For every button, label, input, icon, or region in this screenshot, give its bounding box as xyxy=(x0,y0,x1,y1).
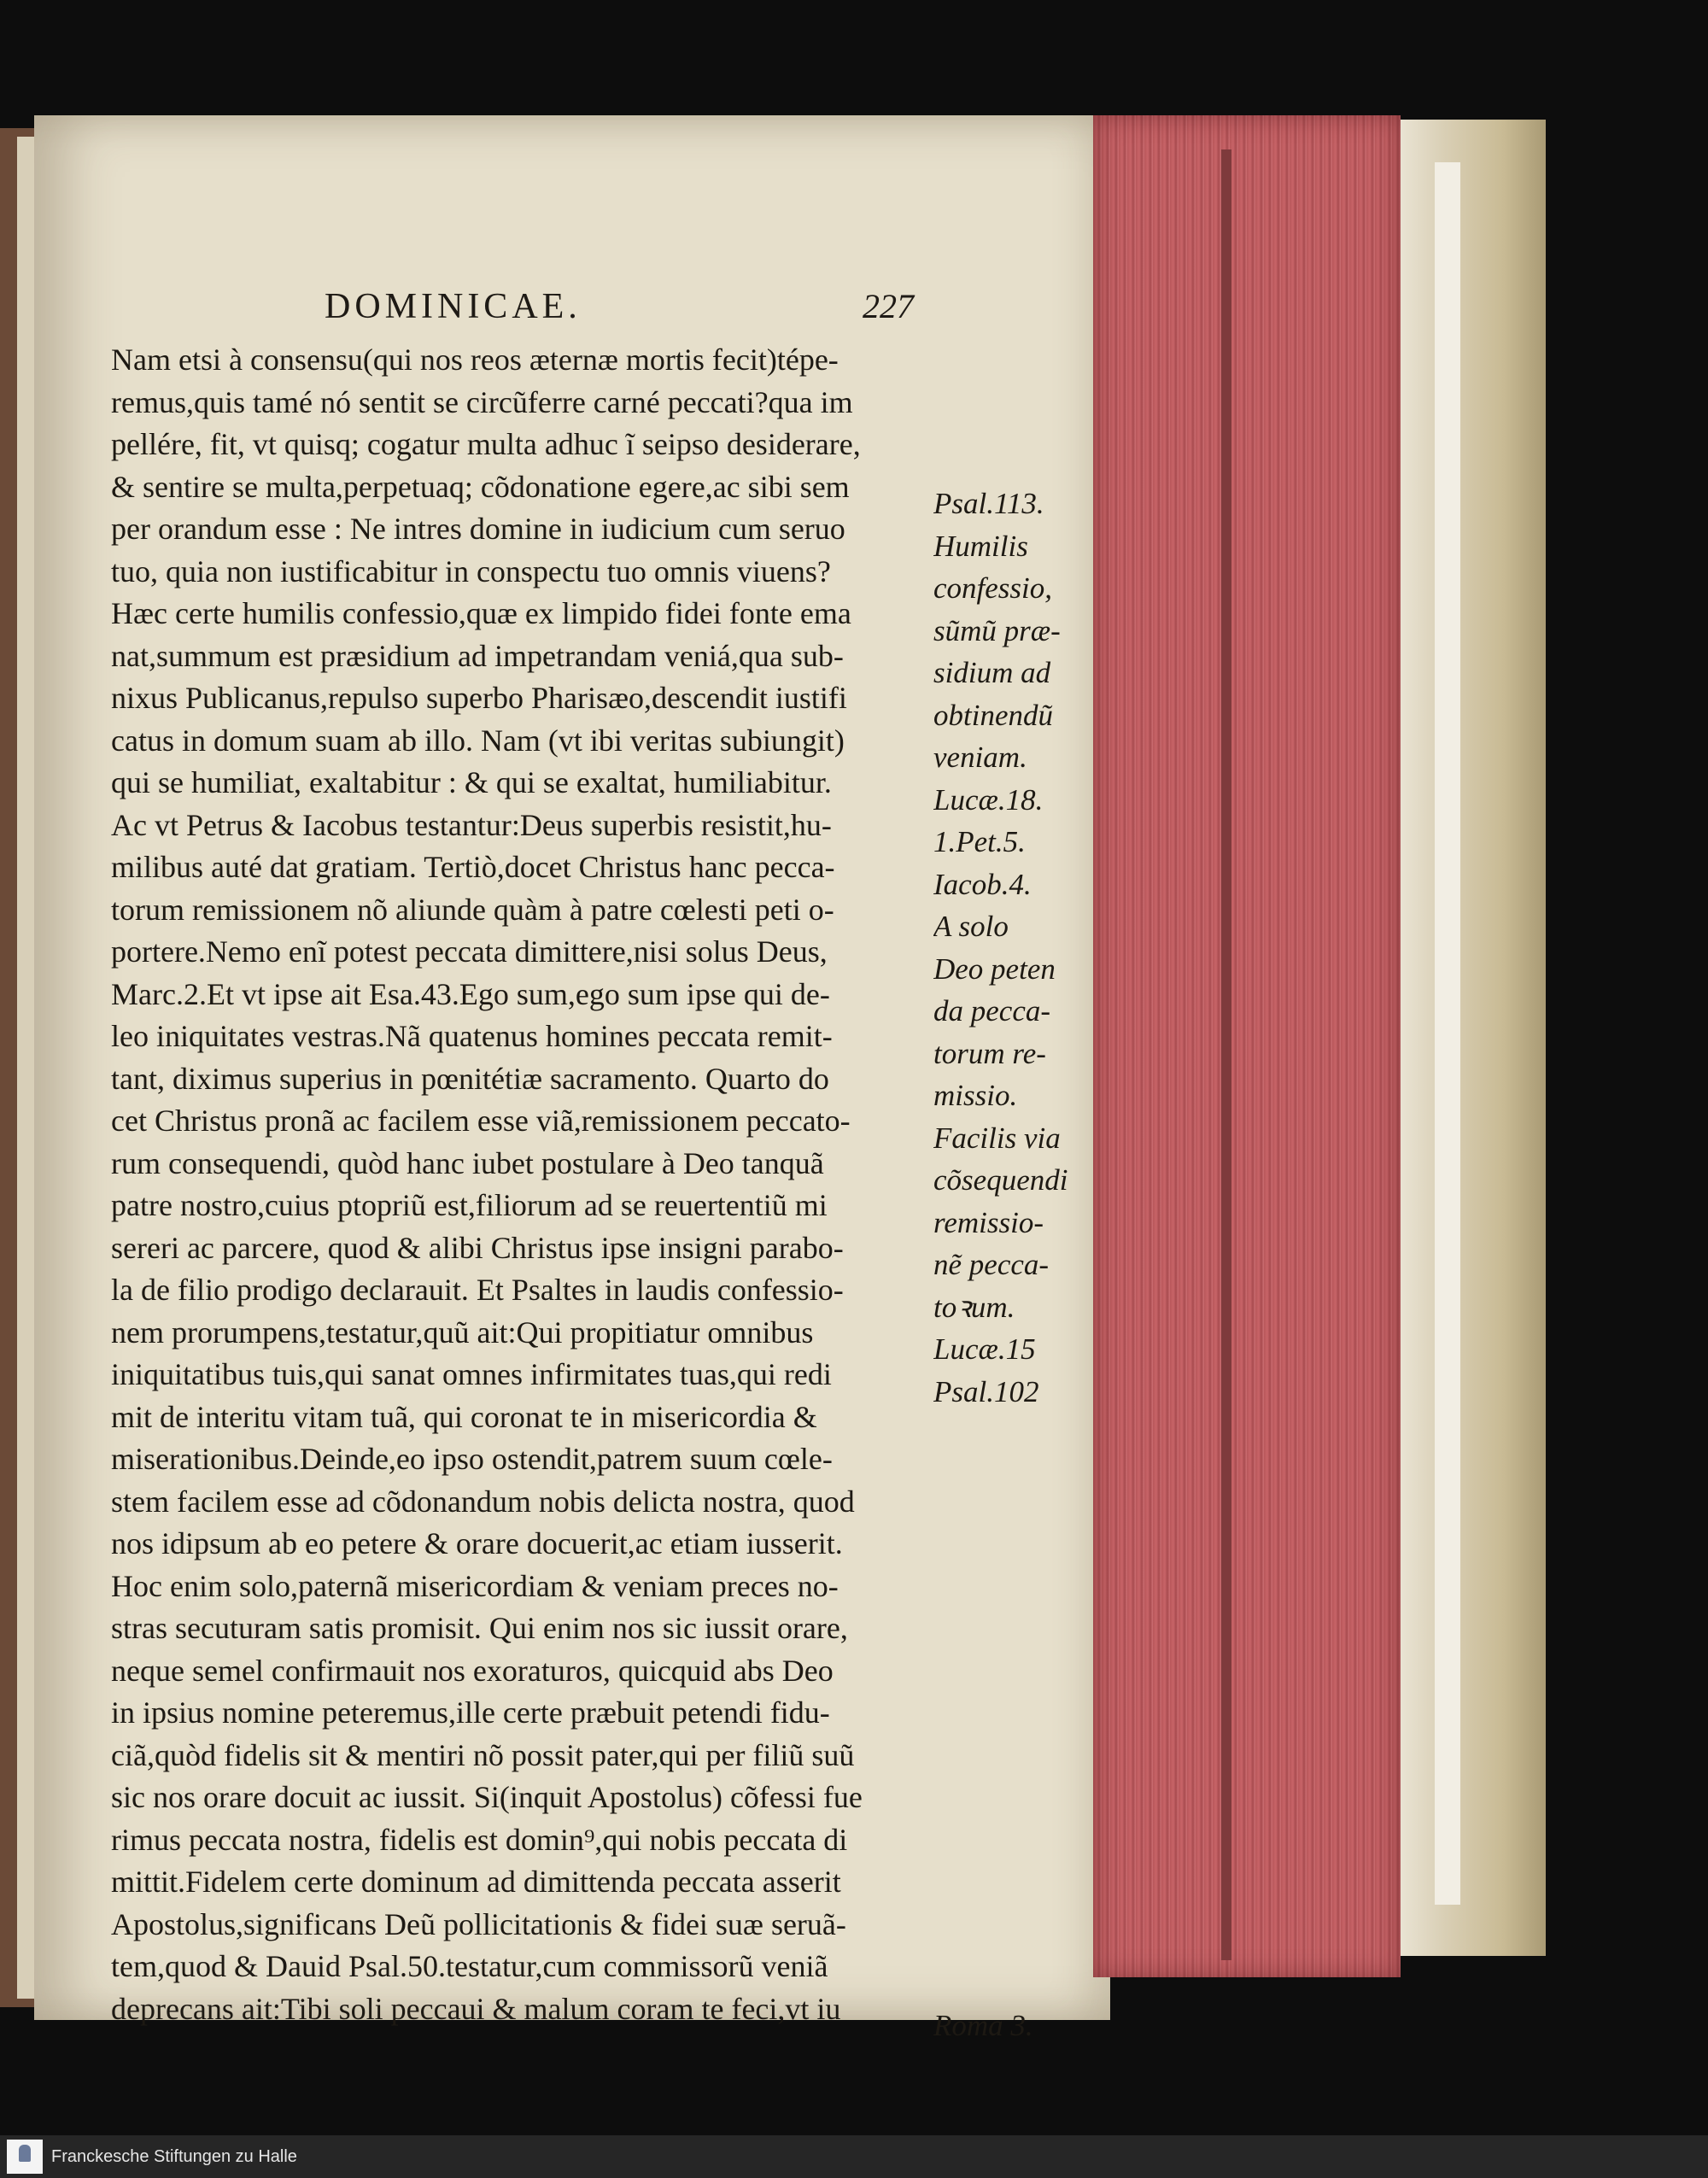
text-line: Marc.2.Et vt ipse ait Esa.43.Ego sum,ego sum ipse qui de- xyxy=(111,976,830,1011)
text-line: deprecans ait:Tibi soli peccaui & malum coram te feci,vt iu xyxy=(111,1991,841,2026)
library-name: Franckesche Stiftungen zu Halle xyxy=(51,2147,297,2166)
book-page xyxy=(34,115,1110,2042)
margin-note xyxy=(933,1794,1087,1836)
margin-note xyxy=(933,1413,1087,1455)
text-line: ciã,quòd fidelis sit & mentiri nõ possit pater,qui per filiũ suũ xyxy=(111,1737,855,1772)
page-number: 227 xyxy=(863,287,914,325)
margin-note: confessio, xyxy=(933,571,1053,605)
margin-note xyxy=(933,1751,1087,1794)
margin-note: veniam. xyxy=(933,741,1027,774)
margin-notes xyxy=(933,483,1087,2047)
text-line: stras secuturam satis promisit. Qui enim nos sic iussit orare, xyxy=(111,1611,848,1645)
margin-note xyxy=(933,1878,1087,1921)
text-line: Nam etsi à consensu(qui nos reos æternæ mortis fecit)tépe- xyxy=(111,343,839,377)
margin-note: Psal.102 xyxy=(933,1374,1039,1408)
margin-note: Lucæ.15 xyxy=(933,1332,1036,1366)
library-logo-icon xyxy=(7,2140,43,2174)
margin-note xyxy=(933,1582,1087,1625)
text-line: torum remissionem nõ aliunde quàm à patre cœlesti peti o- xyxy=(111,892,834,927)
margin-note: da pecca- xyxy=(933,994,1051,1028)
text-line: patre nostro,cuius ptopriũ est,filiorum ad se reuertentiũ mi xyxy=(111,1188,828,1222)
text-line: sereri ac parcere, quod & alibi Christus ipse insigni parabo- xyxy=(111,1230,844,1265)
page-block-gap xyxy=(1221,149,1231,1960)
text-line: nos idipsum ab eo petere & orare docuerit,ac etiam iusserit. xyxy=(111,1526,843,1560)
margin-note xyxy=(933,1920,1087,1963)
margin-note: toꝛum. xyxy=(933,1290,1015,1324)
text-line: per orandum esse : Ne intres domine in iudicium cum seruo xyxy=(111,512,845,546)
margin-note xyxy=(933,1497,1087,1540)
margin-note: Lucæ.18. xyxy=(933,782,1044,817)
text-line: iniquitatibus tuis,qui sanat omnes infirmitates tuas,qui redi xyxy=(111,1357,832,1391)
text-line: nixus Publicanus,repulso superbo Pharisæo,descendit iustifi xyxy=(111,681,847,715)
margin-note: 1.Pet.5. xyxy=(933,825,1026,858)
margin-note xyxy=(933,1709,1087,1752)
margin-note: Facilis via xyxy=(933,1121,1061,1155)
text-line: pellére, fit, vt quisq; cogatur multa adhuc ĩ seipso desiderare, xyxy=(111,427,861,461)
text-line: mittit.Fidelem certe dominum ad dimittenda peccata asserit xyxy=(111,1865,841,1899)
margin-note xyxy=(933,1666,1087,1709)
text-line: Hoc enim solo,paternã misericordiam & veniam preces no- xyxy=(111,1568,839,1603)
text-line: rum consequendi, quòd hanc iubet postulare à Deo tanquã xyxy=(111,1145,824,1180)
text-line: in ipsius nomine peteremus,ille certe præbuit petendi fidu- xyxy=(111,1695,830,1730)
text-line: leo iniquitates vestras.Nã quatenus homines peccata remit- xyxy=(111,1019,833,1053)
margin-note: remissio- xyxy=(933,1205,1044,1239)
text-line: stem facilem esse ad cõdonandum nobis delicta nostra, quod xyxy=(111,1484,855,1519)
page-header xyxy=(325,286,939,337)
text-line: cet Christus pronã ac facilem esse viã,remissionem peccato- xyxy=(111,1104,851,1138)
text-line: tem,quod & Dauid Psal.50.testatur,cum commissorũ veniã xyxy=(111,1949,828,1983)
text-line: portere.Nemo enĩ potest peccata dimittere,nisi solus Deus, xyxy=(111,934,828,969)
text-line: tuo, quia non iustificabitur in conspectu tuo omnis viuens? xyxy=(111,553,831,588)
margin-note xyxy=(933,1625,1087,1667)
margin-note: Humilis xyxy=(933,529,1028,563)
text-line: Hæc certe humilis confessio,quæ ex limpido fidei fonte ema xyxy=(111,596,851,630)
text-line: milibus auté dat gratiam. Tertiò,docet Christus hanc pecca- xyxy=(111,850,835,884)
margin-note: Deo peten xyxy=(933,951,1056,986)
margin-note: sidium ad xyxy=(933,656,1051,689)
margin-note: nẽ pecca- xyxy=(933,1248,1050,1281)
red-page-edges xyxy=(1093,115,1401,1977)
text-line: Apostolus,significans Deũ pollicitationis & fidei suæ seruã- xyxy=(111,1906,846,1941)
text-line: nem prorumpens,testatur,quũ ait:Qui propitiatur omnibus xyxy=(111,1314,814,1350)
margin-note: missio. xyxy=(933,1079,1018,1112)
text-line: tant, diximus superius in pœnitétiæ sacramento. Quarto do xyxy=(111,1061,829,1096)
margin-note xyxy=(933,1963,1087,2005)
text-line: nat,summum est præsidium ad impetrandam veniá,qua sub- xyxy=(111,638,844,673)
text-line: la de filio prodigo declarauit. Et Psaltes in laudis confessio- xyxy=(111,1273,844,1307)
text-line: neque semel confirmauit nos exoraturos, quicquid abs Deo xyxy=(111,1653,834,1688)
vellum-fold xyxy=(1435,162,1460,1905)
margin-note: obtinendũ xyxy=(933,698,1053,732)
body-text xyxy=(111,339,948,2030)
margin-note xyxy=(933,1835,1087,1878)
text-line: miserationibus.Deinde,eo ipso ostendit,patrem suum cœle- xyxy=(111,1442,833,1476)
text-line: Ac vt Petrus & Iacobus testantur:Deus superbis resistit,hu- xyxy=(111,807,832,842)
margin-note xyxy=(933,1455,1087,1498)
viewer-footer xyxy=(0,2135,1708,2178)
running-head: DOMINICAE. xyxy=(325,287,582,326)
margin-note: sũmũ præ- xyxy=(933,613,1061,647)
text-line: catus in domum suam ab illo. Nam (vt ibi veritas subiungit) xyxy=(111,723,845,758)
text-line: qui se humiliat, exaltabitur : & qui se exaltat, humiliabitur. xyxy=(111,765,832,799)
text-line: sic nos orare docuit ac iussit. Si(inquit Apostolus) cõfessi fue xyxy=(111,1780,863,1814)
vellum-binding xyxy=(1401,120,1546,1956)
margin-note: cõsequendi xyxy=(933,1163,1068,1197)
margin-note: Iacob.4. xyxy=(933,867,1032,901)
text-line: rimus peccata nostra, fidelis est domin⁹,qui nobis peccata di xyxy=(111,1822,848,1857)
text-line: mit de interitu vitam tuã, qui coronat te in misericordia & xyxy=(111,1399,817,1434)
text-line: remus,quis tamé nó sentit se circũferre carné peccati?qua im xyxy=(111,384,853,419)
text-line: & sentire se multa,perpetuaq; cõdonatione egere,ac sibi sem xyxy=(111,469,850,504)
margin-note xyxy=(933,1540,1087,1583)
margin-note: torum re- xyxy=(933,1036,1046,1070)
margin-note: Psal.113. xyxy=(933,487,1044,520)
margin-note: Roma 3. xyxy=(933,2009,1033,2042)
margin-note: A solo xyxy=(933,910,1009,943)
